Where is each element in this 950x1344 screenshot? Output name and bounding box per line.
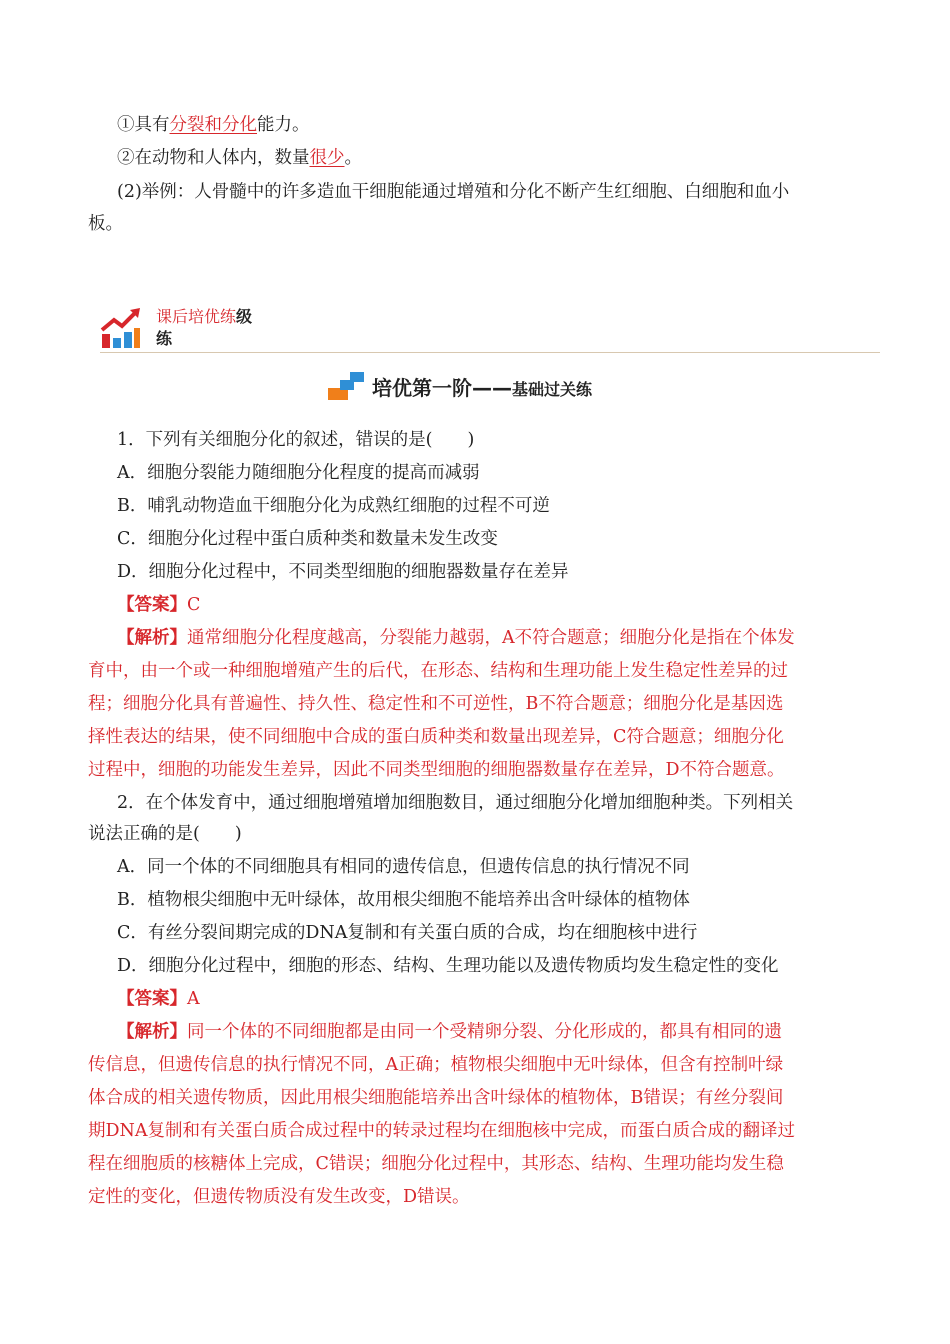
q2-analysis-line-6: 定性的变化，但遗传物质没有发生改变，D错误。 [88,1187,470,1207]
stage-title [0,370,950,410]
q2-analysis-line-5: 程在细胞质的核糖体上完成，C错误；细胞分化过程中，其形态、结构、生理功能均发生稳 [88,1154,784,1174]
q2-stem-line-2: 说法正确的是( ) [88,824,242,844]
section-label-black-1: 级 [236,307,253,326]
intro-line-2: ②在动物和人体内，数量很少。 [117,148,362,168]
section-header [100,306,880,354]
q2-analysis-line-1: 【解析】同一个体的不同细胞都是由同一个受精卵分裂、分化形成的，都具有相同的遗 [117,1022,782,1042]
stage-title-text: 培优第一阶——基础过关练 [372,376,593,400]
q1-analysis-line-4: 择性表达的结果，使不同细胞中合成的蛋白质种类和数量出现差异，C符合题意；细胞分化 [88,727,784,747]
section-label-row-1 [156,306,252,328]
growth-chart-icon [100,308,142,350]
q1-answer: 【答案】C [117,595,201,615]
q1-option-c: C．细胞分化过程中蛋白质种类和数量未发生改变 [117,529,498,549]
section-label-red: 课后培优练 [156,307,237,326]
section-divider [100,352,880,353]
stairs-icon [328,372,368,404]
q2-option-d: D．细胞分化过程中，细胞的形态、结构、生理功能以及遗传物质均发生稳定性的变化 [117,956,779,976]
q2-answer: 【答案】A [117,989,200,1009]
q2-analysis-line-3: 体合成的相关遗传物质，因此用根尖细胞能培养出含叶绿体的植物体，B错误；有丝分裂间 [88,1088,784,1108]
q2-analysis-line-2: 传信息，但遗传信息的执行情况不同，A正确；植物根尖细胞中无叶绿体，但含有控制叶绿 [88,1055,784,1075]
intro-line-3: (2)举例：人骨髓中的许多造血干细胞能通过增殖和分化不断产生红细胞、白细胞和血小 [117,182,790,202]
q1-analysis-line-2: 育中，由一个或一种细胞增殖产生的后代，在形态、结构和生理功能上发生稳定性差异的过 [88,661,788,681]
q1-analysis-line-5: 过程中，细胞的功能发生差异，因此不同类型细胞的细胞器数量存在差异，D不符合题意。 [88,760,785,780]
intro-line-4: 板。 [88,214,123,234]
q2-option-b: B．植物根尖细胞中无叶绿体，故用根尖细胞不能培养出含叶绿体的植物体 [117,890,690,910]
highlight-few: 很少 [309,148,345,168]
q1-option-a: A．细胞分裂能力随细胞分化程度的提高而减弱 [117,463,480,483]
highlight-split-differentiate: 分裂和分化 [169,115,257,135]
q2-option-c: C．有丝分裂间期完成的DNA复制和有关蛋白质的合成，均在细胞核中进行 [117,923,698,943]
q1-option-d: D．细胞分化过程中，不同类型细胞的细胞器数量存在差异 [117,562,569,582]
intro-line-1: ①具有分裂和分化能力。 [117,115,310,135]
q2-option-a: A．同一个体的不同细胞具有相同的遗传信息，但遗传信息的执行情况不同 [117,857,690,877]
q1-analysis-line-3: 程；细胞分化具有普遍性、持久性、稳定性和不可逆性，B不符合题意；细胞分化是基因选 [88,694,784,714]
q1-stem: 1．下列有关细胞分化的叙述，错误的是( ) [117,430,475,450]
q2-analysis-line-4: 期DNA复制和有关蛋白质合成过程中的转录过程均在细胞核中完成，而蛋白质合成的翻译过 [88,1121,795,1141]
q2-stem-line-1: 2．在个体发育中，通过细胞增殖增加细胞数目，通过细胞分化增加细胞种类。下列相关 [117,793,794,813]
q1-option-b: B．哺乳动物造血干细胞分化为成熟红细胞的过程不可逆 [117,496,550,516]
section-label-black-2: 练 [156,329,173,348]
q1-analysis-line-1: 【解析】通常细胞分化程度越高，分裂能力越弱，A不符合题意；细胞分化是指在个体发 [117,628,795,648]
